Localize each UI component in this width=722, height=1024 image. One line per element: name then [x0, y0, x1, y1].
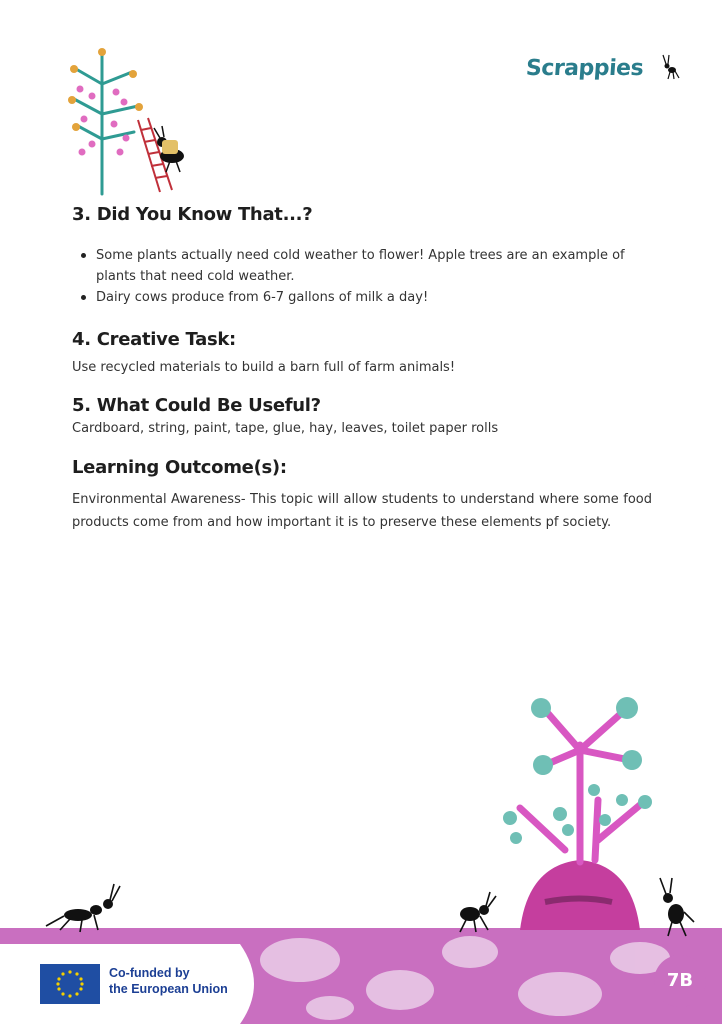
section-title-did-you-know: 3. Did You Know That...? — [72, 204, 313, 225]
ant-icon — [64, 899, 113, 921]
eu-line-2: the European Union — [109, 982, 228, 996]
list-item: Some plants actually need cold weather to flower! Apple trees are an example of plants that need cold weather. — [72, 245, 652, 287]
eu-flag-icon — [40, 964, 100, 1004]
scrappies-logo — [522, 50, 687, 90]
useful-text: Cardboard, string, paint, tape, glue, hay, leaves, toilet paper rolls — [72, 421, 499, 436]
creative-task-text: Use recycled materials to build a barn full of farm animals! — [72, 360, 456, 375]
section-title-learning-outcome: Learning Outcome(s): — [72, 457, 287, 478]
eu-cofunded-box — [0, 944, 268, 1024]
eu-line-1: Co-funded by — [109, 966, 190, 980]
main-content — [72, 200, 652, 534]
learning-outcome-text: Environmental Awareness- This topic will allow students to understand where some food products come from and how important it is to preserve these elements pf society. — [72, 492, 652, 530]
page-number-badge: 7B — [654, 955, 706, 1007]
ant-icon — [660, 52, 682, 80]
list-item: Dairy cows produce from 6-7 gallons of milk a day! — [72, 287, 652, 308]
did-you-know-list — [72, 245, 652, 308]
logo-text: Scrappies — [525, 56, 645, 81]
tree-ladder-ant-illustration — [62, 44, 192, 199]
section-title-useful: 5. What Could Be Useful? — [72, 395, 321, 416]
section-title-creative-task: 4. Creative Task: — [72, 329, 236, 350]
eu-cofunded-text — [109, 965, 228, 997]
